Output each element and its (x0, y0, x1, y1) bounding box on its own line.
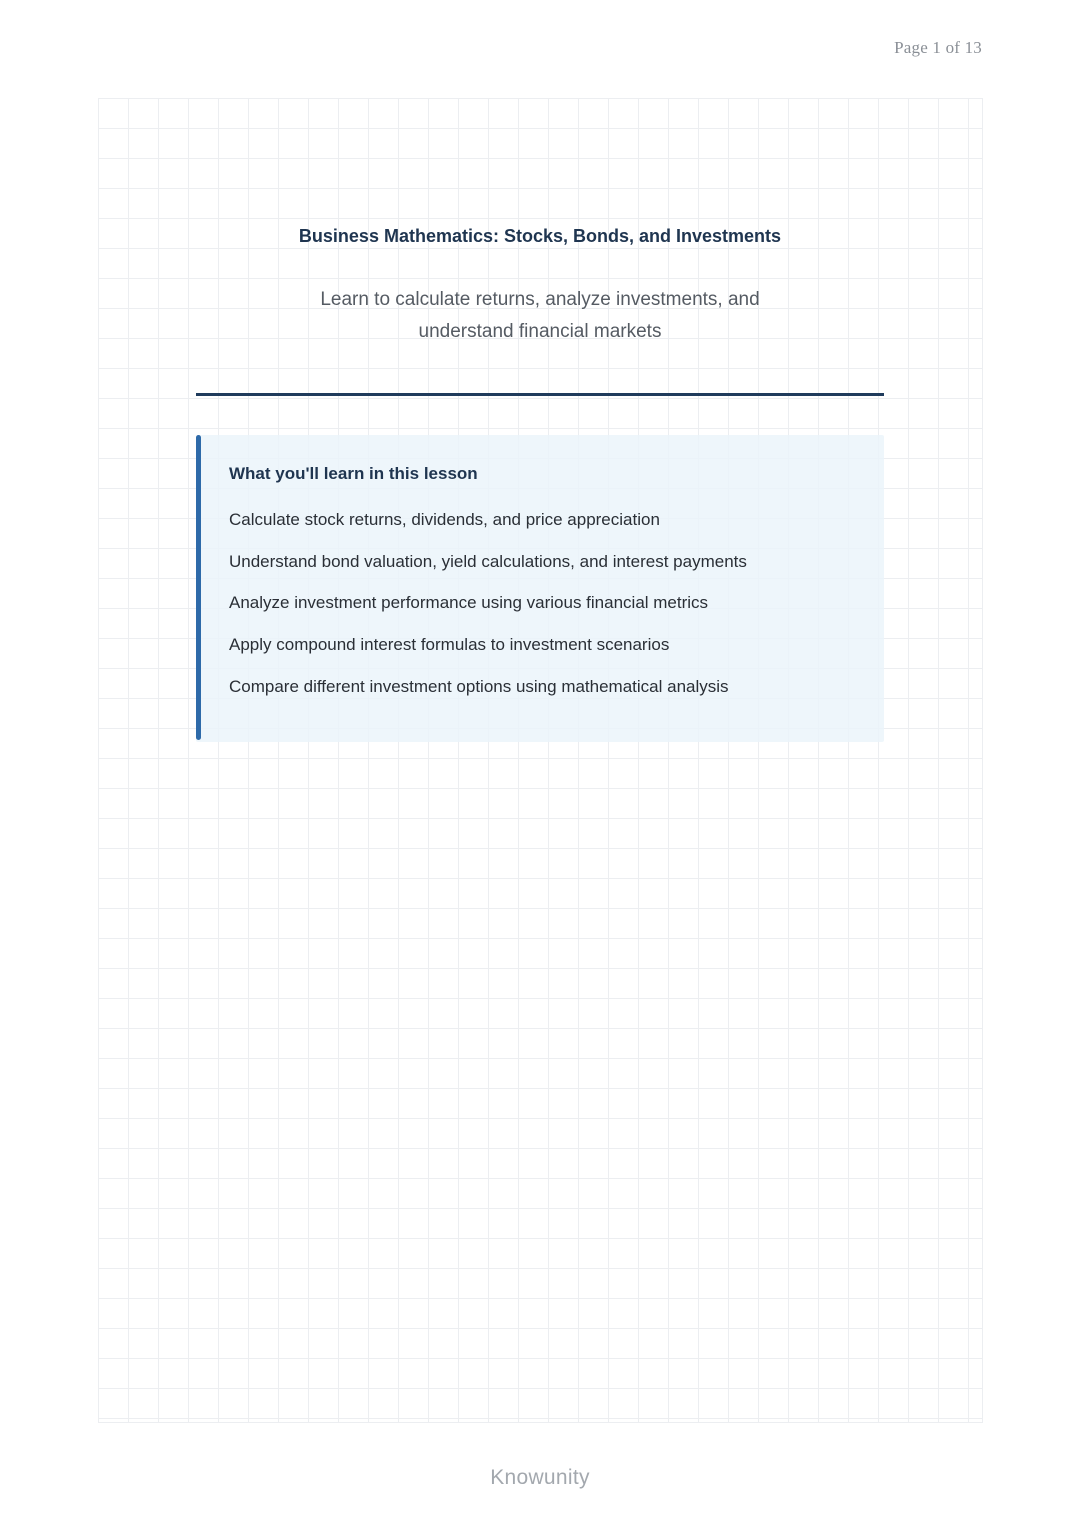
list-item: Compare different investment options using mathematical analysis (229, 676, 729, 696)
title-divider (196, 393, 884, 396)
footer-brand: Knowunity (490, 1466, 590, 1489)
page-indicator: Page 1 of 13 (894, 38, 982, 57)
list-item: Calculate stock returns, dividends, and price appreciation (229, 510, 660, 529)
list-item: Apply compound interest formulas to investment scenarios (229, 635, 670, 655)
learning-objectives-heading: What you'll learn in this lesson (229, 464, 478, 483)
list-item: Analyze investment performance using various financial metrics (229, 593, 709, 613)
learning-objectives-list (229, 509, 747, 717)
document-subtitle: Learn to calculate returns, analyze investments, and understand financial markets (320, 289, 760, 342)
document-title: Business Mathematics: Stocks, Bonds, and Investments (298, 226, 782, 246)
accent-bar (196, 435, 201, 740)
list-item: Understand bond valuation, yield calculations, and interest payments (229, 551, 747, 571)
learning-objectives-box (196, 435, 884, 742)
